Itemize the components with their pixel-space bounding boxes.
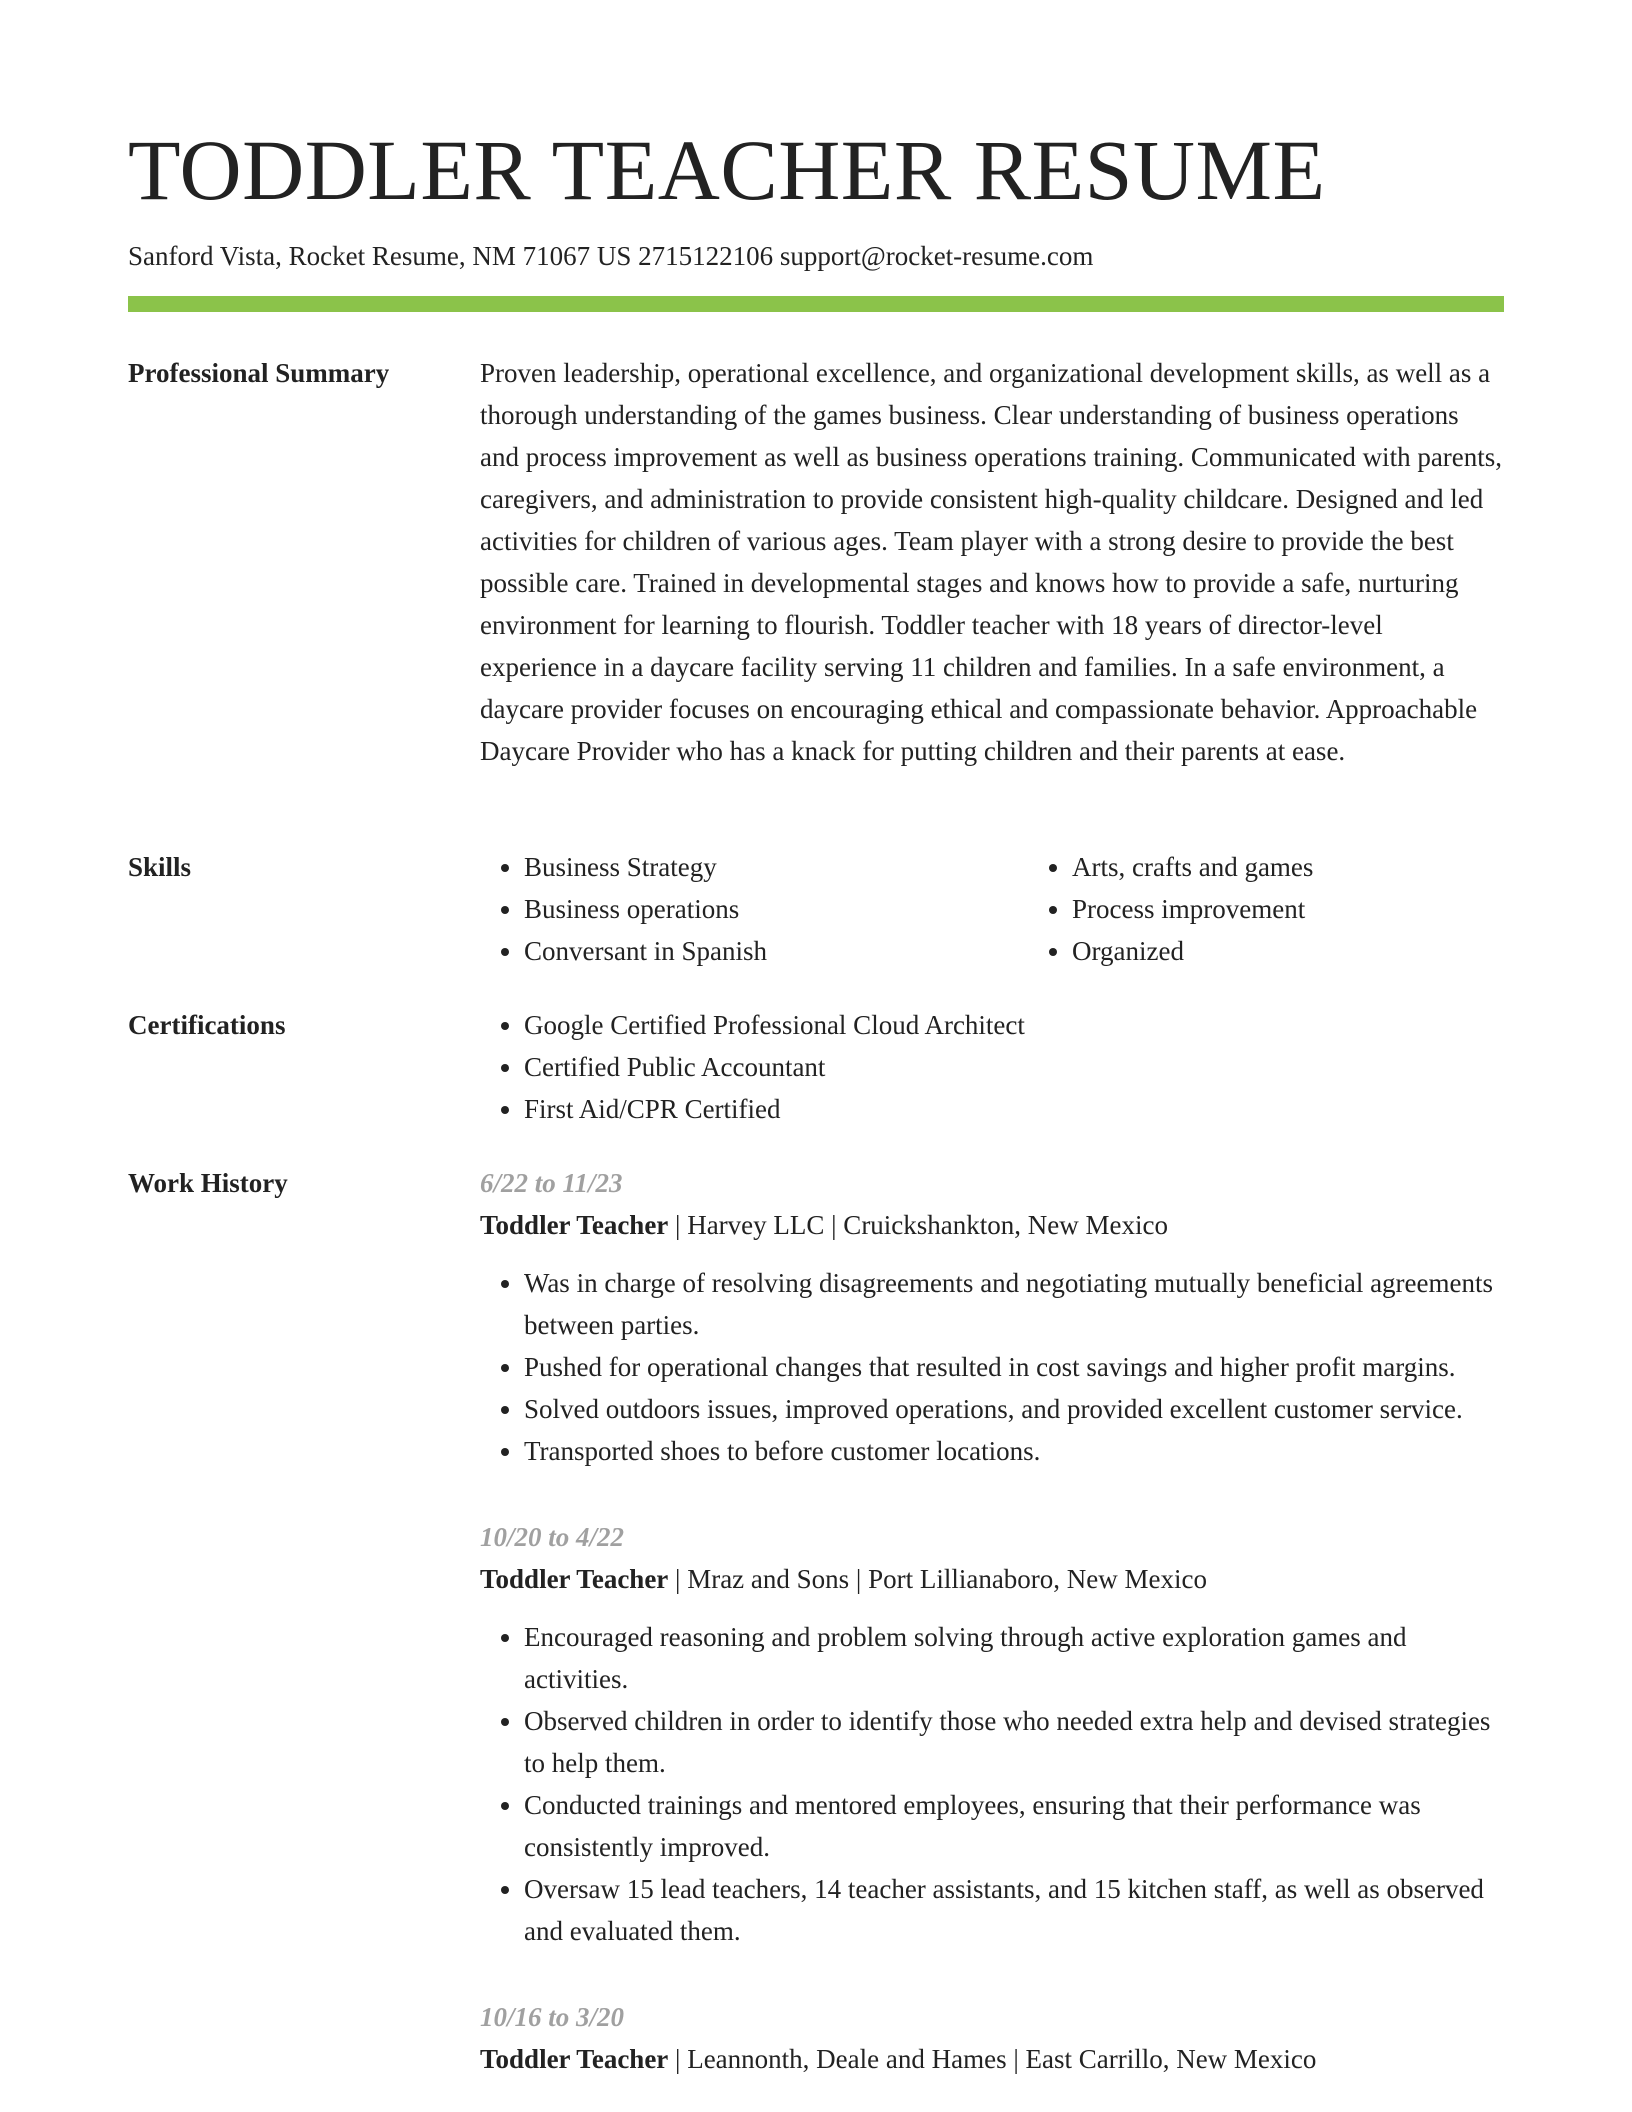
job-bullet: • Oversaw 15 lead teachers, 14 teacher assistants, and 15 kitchen staff, as well as observed and evaluated them.	[524, 1868, 1504, 1952]
certifications-section	[128, 1004, 1504, 1130]
skills-section	[128, 846, 1504, 972]
skills-list-right	[1028, 846, 1576, 972]
summary-label: Professional Summary	[128, 358, 390, 388]
job-dates: 6/22 to 11/23	[480, 1168, 623, 1198]
skill-item: • Conversant in Spanish	[524, 930, 1028, 972]
certifications-body	[480, 1004, 1504, 1130]
job-bullet: • Solved outdoors issues, improved operations, and provided excellent customer service.	[524, 1388, 1504, 1430]
job-heading	[480, 1558, 1504, 1600]
certification-item: • Google Certified Professional Cloud Architect	[524, 1004, 1504, 1046]
skill-item: • Organized	[1072, 930, 1576, 972]
header-divider	[128, 296, 1504, 312]
job-employer-location: | Leannonth, Deale and Hames | East Carrillo, New Mexico	[668, 2044, 1317, 2074]
job-bullets	[480, 1262, 1504, 1472]
job-bullet: • Transported shoes to before customer locations.	[524, 1430, 1504, 1472]
skill-item: • Arts, crafts and games	[1072, 846, 1576, 888]
certification-item: • Certified Public Accountant	[524, 1046, 1504, 1088]
job-heading	[480, 2038, 1504, 2080]
work-history-label: Work History	[128, 1168, 288, 1198]
job-bullet: • Encouraged reasoning and problem solving through active exploration games and activities.	[524, 1616, 1504, 1700]
certifications-label: Certifications	[128, 1010, 286, 1040]
skill-item: • Business Strategy	[524, 846, 1028, 888]
summary-section	[128, 352, 1504, 772]
skills-label: Skills	[128, 852, 192, 882]
certification-item: • First Aid/CPR Certified	[524, 1088, 1504, 1130]
summary-text: Proven leadership, operational excellence, and organizational development skills, as well as a thorough understanding of the games business. Clear understanding of business operations and process improvement as well as business operations training. Communicated with parents, caregivers, and administration to provide consistent high-quality childcare. Designed and led activities for children of various ages. Team player with a strong desire to provide the best possible care. Trained in developmental stages and knows how to provide a safe, nurturing environment for learning to flourish. Toddler teacher with 18 years of director-level experience in a daycare facility serving 11 children and families. In a safe environment, a daycare provider focuses on encouraging ethical and compassionate behavior. Approachable Daycare Provider who has a knack for putting children and their parents at ease.	[480, 358, 1503, 766]
job-title: Toddler Teacher	[480, 1564, 669, 1594]
job-entry	[480, 1162, 1504, 1472]
job-employer-location: | Mraz and Sons | Port Lillianaboro, New Mexico	[668, 1564, 1208, 1594]
job-dates: 10/20 to 4/22	[480, 1522, 625, 1552]
work-history-section	[128, 1162, 1504, 2080]
job-employer-location: | Harvey LLC | Cruickshankton, New Mexico	[668, 1210, 1168, 1240]
job-bullet: • Pushed for operational changes that resulted in cost savings and higher profit margins.	[524, 1346, 1504, 1388]
job-bullet: • Was in charge of resolving disagreements and negotiating mutually beneficial agreements between parties.	[524, 1262, 1504, 1346]
job-title: Toddler Teacher	[480, 1210, 669, 1240]
job-title: Toddler Teacher	[480, 2044, 669, 2074]
skill-item: • Business operations	[524, 888, 1028, 930]
skill-item: • Process improvement	[1072, 888, 1576, 930]
job-heading	[480, 1204, 1504, 1246]
resume-page	[128, 0, 1504, 2074]
job-entry	[480, 1996, 1504, 2080]
job-bullets	[480, 1616, 1504, 1952]
resume-title: TODDLER TEACHER RESUME	[128, 122, 1326, 218]
skills-list-left	[480, 846, 1028, 972]
certifications-list	[480, 1004, 1504, 1130]
job-bullet: • Observed children in order to identify those who needed extra help and devised strategies to help them.	[524, 1700, 1504, 1784]
job-dates: 10/16 to 3/20	[480, 2002, 625, 2032]
work-history-body	[480, 1162, 1504, 2080]
skills-body	[480, 846, 1576, 972]
job-bullet: • Conducted trainings and mentored employees, ensuring that their performance was consistently improved.	[524, 1784, 1504, 1868]
contact-line: Sanford Vista, Rocket Resume, NM 71067 US 2715122106 support@rocket-resume.com	[128, 241, 1094, 271]
summary-body	[480, 352, 1504, 772]
job-entry	[480, 1516, 1504, 1952]
